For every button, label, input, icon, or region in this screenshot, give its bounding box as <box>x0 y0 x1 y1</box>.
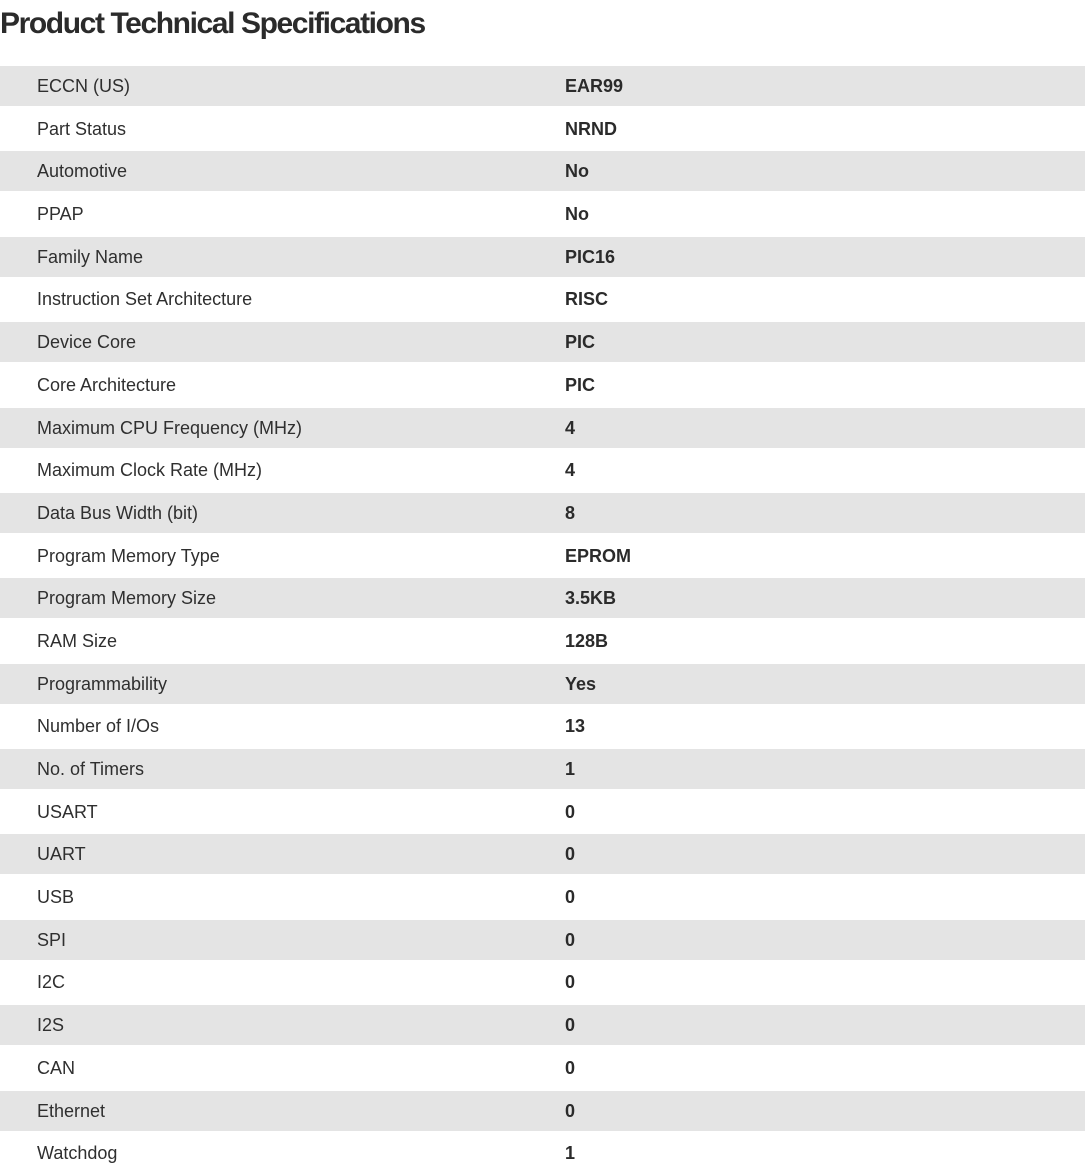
spec-label: Number of I/Os <box>37 716 160 737</box>
spec-value: 1 <box>565 759 576 779</box>
spec-label: Maximum CPU Frequency (MHz) <box>37 417 303 438</box>
spec-row <box>0 1133 1085 1173</box>
spec-value: 0 <box>565 1015 576 1036</box>
spec-value: 0 <box>565 801 576 822</box>
spec-value: 0 <box>565 1100 576 1121</box>
spec-row <box>0 706 1085 746</box>
spec-row <box>0 66 1085 106</box>
spec-label: Maximum Clock Rate (MHz) <box>37 460 263 481</box>
spec-value: Yes <box>565 673 597 694</box>
spec-value: PIC <box>565 332 596 353</box>
spec-table <box>0 66 1085 1176</box>
spec-row <box>0 408 1085 448</box>
spec-label: PPAP <box>37 204 84 225</box>
spec-row <box>0 1091 1085 1131</box>
spec-row <box>0 962 1085 1002</box>
spec-label: I2C <box>37 972 66 993</box>
spec-value: 0 <box>565 929 576 950</box>
spec-row <box>0 109 1085 149</box>
spec-label: SPI <box>37 929 67 950</box>
spec-label: Family Name <box>37 246 144 267</box>
spec-value: 0 <box>565 972 576 993</box>
spec-row <box>0 749 1085 789</box>
spec-row <box>0 920 1085 960</box>
spec-value: 8 <box>565 502 576 523</box>
spec-label: Automotive <box>37 161 128 182</box>
spec-value: 1 <box>565 1143 576 1164</box>
spec-label: No. of Timers <box>37 759 145 779</box>
spec-value: 13 <box>565 716 586 737</box>
spec-value: 4 <box>565 460 576 481</box>
spec-row <box>0 450 1085 490</box>
spec-label: Device Core <box>37 332 137 353</box>
spec-label: Program Memory Type <box>37 545 220 566</box>
spec-row <box>0 279 1085 319</box>
spec-label: Part Status <box>37 118 127 139</box>
spec-label: I2S <box>37 1015 65 1036</box>
spec-label: Programmability <box>37 673 168 694</box>
spec-row <box>0 1005 1085 1045</box>
spec-row <box>0 151 1085 191</box>
spec-label: USART <box>37 801 98 822</box>
spec-label: Watchdog <box>37 1143 118 1164</box>
spec-value: 0 <box>565 887 576 908</box>
spec-value: 3.5KB <box>565 588 617 609</box>
spec-row <box>0 834 1085 874</box>
spec-label: Data Bus Width (bit) <box>37 502 199 523</box>
spec-row <box>0 536 1085 576</box>
spec-row <box>0 664 1085 704</box>
spec-value: 0 <box>565 844 576 865</box>
spec-value: NRND <box>565 118 617 139</box>
spec-row <box>0 1048 1085 1088</box>
spec-value: EPROM <box>565 545 632 566</box>
spec-row <box>0 493 1085 533</box>
spec-label: Program Memory Size <box>37 588 217 609</box>
spec-value: RISC <box>565 289 609 310</box>
spec-row <box>0 194 1085 234</box>
spec-row <box>0 322 1085 362</box>
spec-label: Instruction Set Architecture <box>37 289 253 310</box>
spec-value: 0 <box>565 1057 576 1078</box>
spec-label: Ethernet <box>37 1100 106 1121</box>
spec-label: USB <box>37 887 75 908</box>
spec-value: EAR99 <box>565 76 624 96</box>
spec-value: No <box>565 204 589 225</box>
spec-row <box>0 877 1085 917</box>
spec-row <box>0 365 1085 405</box>
spec-row <box>0 792 1085 832</box>
spec-value: PIC16 <box>565 246 616 267</box>
spec-label: Core Architecture <box>37 374 177 395</box>
spec-value: PIC <box>565 374 596 395</box>
spec-label: CAN <box>37 1057 76 1078</box>
spec-label: RAM Size <box>37 630 118 651</box>
page-title: Product Technical Specifications <box>0 7 425 40</box>
spec-row <box>0 621 1085 661</box>
spec-row <box>0 237 1085 277</box>
spec-value: 4 <box>565 417 576 438</box>
spec-label: ECCN (US) <box>37 76 130 96</box>
spec-row <box>0 578 1085 618</box>
spec-value: 128B <box>565 630 609 651</box>
spec-label: UART <box>37 844 86 865</box>
spec-value: No <box>565 161 589 182</box>
